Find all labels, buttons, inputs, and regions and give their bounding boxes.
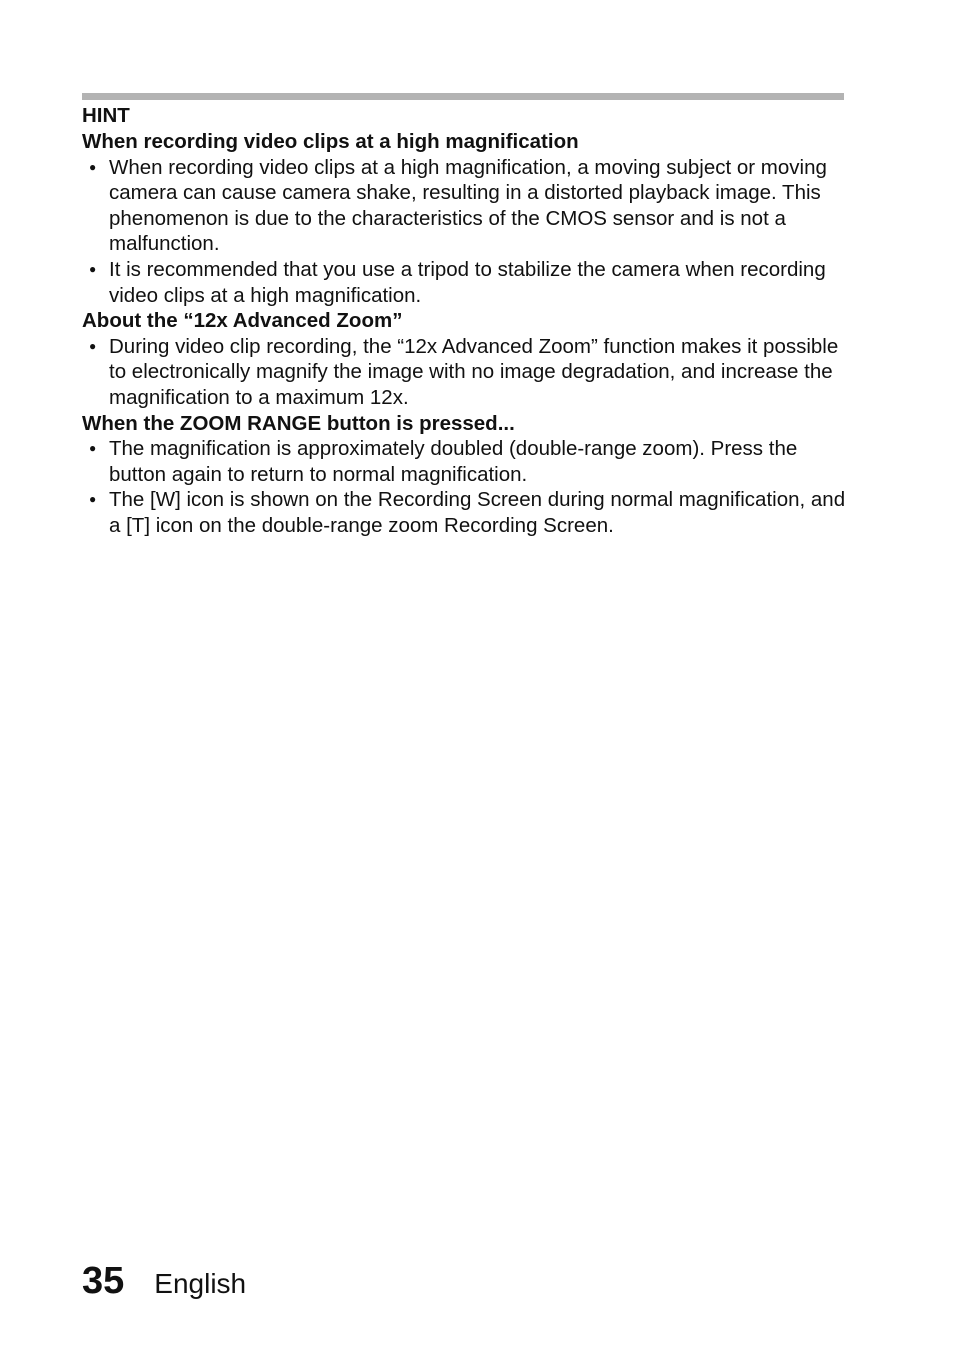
bullet-list xyxy=(82,334,852,411)
section-heading: When recording video clips at a high magnification xyxy=(82,130,579,153)
top-rule xyxy=(82,93,844,100)
hint-label: HINT xyxy=(82,104,130,127)
section-zoom-range-button xyxy=(82,411,852,539)
page-footer xyxy=(82,1258,246,1307)
section-advanced-zoom xyxy=(82,308,852,410)
bullet-item: ● It is recommended that you use a tripod to stabilize the camera when recording video clips at a high magnification. xyxy=(82,257,852,308)
section-high-magnification xyxy=(82,129,852,308)
bullet-list xyxy=(82,436,852,538)
hint-box xyxy=(82,103,852,539)
page-language: English xyxy=(154,1268,247,1299)
bullet-item: ● When recording video clips at a high magnification, a moving subject or moving camera can cause camera shake, resulting in a distorted playback image. This phenomenon is due to the characteristics of the CMOS sensor and is not a malfunction. xyxy=(82,155,852,257)
bullet-item: ● The [W] icon is shown on the Recording Screen during normal magnification, and a [T] icon on the double-range zoom Recording Screen. xyxy=(82,487,852,538)
bullet-item: ● During video clip recording, the “12x Advanced Zoom” function makes it possible to electronically magnify the image with no image degradation, and increase the magnification to a maximum 12x. xyxy=(82,334,852,411)
page-number: 35 xyxy=(82,1260,125,1302)
section-heading: When the ZOOM RANGE button is pressed... xyxy=(82,411,515,435)
section-heading: About the “12x Advanced Zoom” xyxy=(82,309,403,333)
bullet-item: ● The magnification is approximately doubled (double-range zoom). Press the button again to return to normal magnification. xyxy=(82,436,852,487)
bullet-list xyxy=(82,155,852,309)
